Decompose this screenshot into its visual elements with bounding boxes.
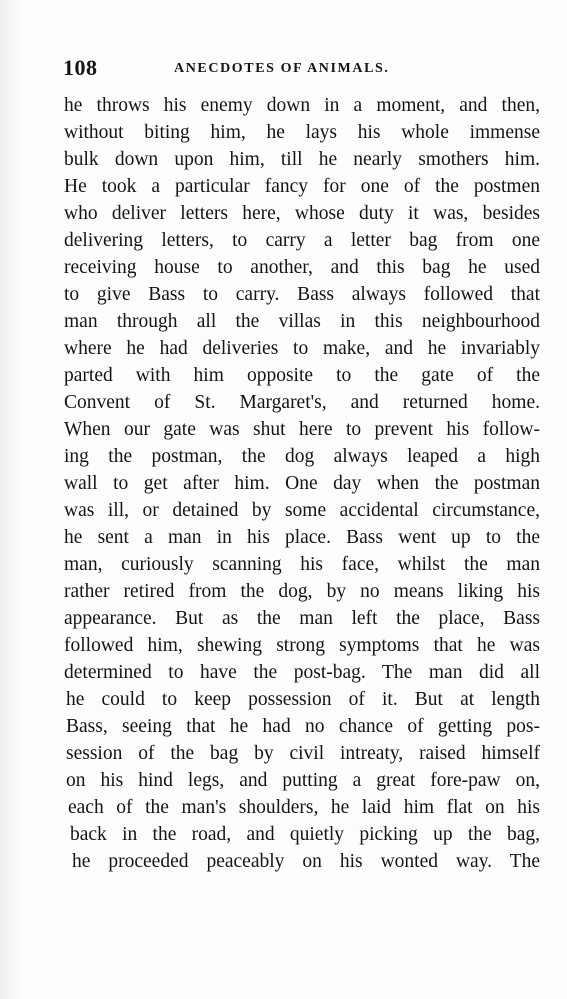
text-line: He took a particular fancy for one of the postmen bbox=[64, 176, 540, 197]
text-line: where he had deliveries to make, and he invariably bbox=[64, 338, 540, 359]
text-line: who deliver letters here, whose duty it was, besides bbox=[64, 203, 540, 224]
text-line: back in the road, and quietly picking up the bag, bbox=[70, 824, 540, 845]
text-line: rather retired from the dog, by no means liking his bbox=[64, 581, 540, 602]
text-line: When our gate was shut here to prevent his follow- bbox=[64, 419, 540, 440]
text-line: Bass, seeing that he had no chance of getting pos- bbox=[66, 716, 540, 737]
text-line: determined to have the post-bag. The man did all bbox=[64, 662, 540, 683]
text-line: receiving house to another, and this bag he used bbox=[64, 257, 540, 278]
text-line: to give Bass to carry. Bass always followed that bbox=[64, 284, 540, 305]
text-line: man through all the villas in this neighbourhood bbox=[64, 311, 540, 332]
text-line: without biting him, he lays his whole immense bbox=[64, 122, 540, 143]
text-line: he throws his enemy down in a moment, and then, bbox=[64, 95, 540, 116]
text-line: parted with him opposite to the gate of the bbox=[64, 365, 540, 386]
text-line: man, curiously scanning his face, whilst the man bbox=[64, 554, 540, 575]
scan-shadow bbox=[0, 0, 22, 999]
text-line: he proceeded peaceably on his wonted way. The bbox=[72, 851, 540, 872]
text-line: each of the man's shoulders, he laid him flat on his bbox=[68, 797, 540, 818]
text-line: he sent a man in his place. Bass went up to the bbox=[64, 527, 540, 548]
running-head: ANECDOTES OF ANIMALS. bbox=[174, 61, 390, 76]
text-line: Convent of St. Margaret's, and returned home. bbox=[64, 392, 540, 413]
text-line: bulk down upon him, till he nearly smothers him. bbox=[64, 149, 540, 170]
text-line: on his hind legs, and putting a great fore-paw on, bbox=[66, 770, 540, 791]
text-line: delivering letters, to carry a letter bag from one bbox=[64, 230, 540, 251]
text-line: he could to keep possession of it. But at length bbox=[66, 689, 540, 710]
page-number: 108 bbox=[63, 55, 98, 80]
text-line: ing the postman, the dog always leaped a high bbox=[64, 446, 540, 467]
body-text bbox=[64, 92, 540, 875]
text-line: was ill, or detained by some accidental circumstance, bbox=[64, 500, 540, 521]
text-line: followed him, shewing strong symptoms that he was bbox=[64, 635, 540, 656]
text-line: appearance. But as the man left the place, Bass bbox=[64, 608, 540, 629]
text-line: wall to get after him. One day when the postman bbox=[64, 473, 540, 494]
text-line: session of the bag by civil intreaty, raised himself bbox=[66, 743, 540, 764]
